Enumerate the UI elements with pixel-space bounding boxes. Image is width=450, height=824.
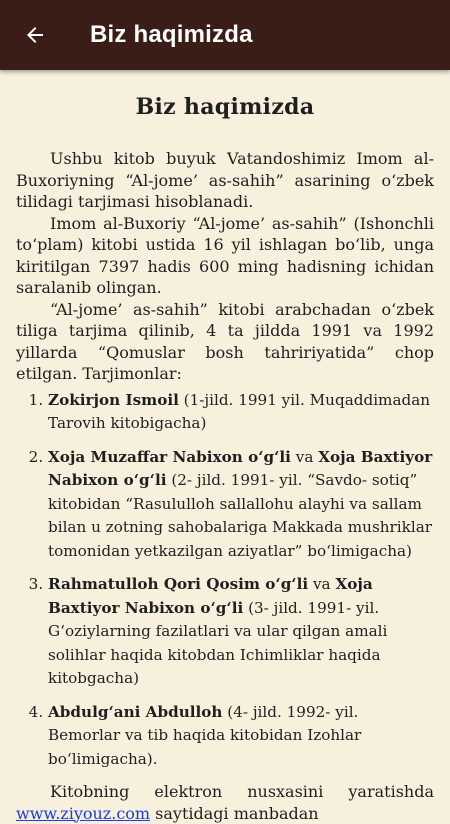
closing-text: Kitobning elektron nusxasini yaratishda bbox=[50, 782, 434, 801]
closing-text-2: saytidagi manbadan bbox=[150, 803, 319, 823]
app-bar bbox=[0, 0, 450, 70]
translator-name-2: Xoja Baxtiyor Nabixon o‘g‘li bbox=[48, 447, 433, 489]
translator-list bbox=[16, 389, 434, 772]
connector-text: va bbox=[290, 447, 319, 466]
translator-name-2: Xoja Baxtiyor Nabixon o‘g‘li bbox=[48, 575, 373, 617]
connector-text: va bbox=[308, 575, 336, 593]
list-item bbox=[48, 701, 434, 772]
paragraph-1: Ushbu kitob buyuk Vatandoshimiz Imom al-Buxoriyning “Al-jome’ as-sahih” asarining o‘zbek tilidagi tarjimasi hisoblanadi. bbox=[16, 149, 434, 211]
translator-name: Zokirjon Ismoil bbox=[48, 390, 179, 409]
ziyouz-link[interactable]: www.ziyouz.com bbox=[16, 803, 151, 823]
app-bar-title: Biz haqimizda bbox=[90, 21, 253, 48]
list-item bbox=[48, 389, 434, 436]
closing-paragraph bbox=[16, 781, 434, 824]
translator-desc: (4- jild. 1992- yil. Bemorlar va tib haqida kitobidan Izohlar bo‘limigacha). bbox=[48, 702, 362, 768]
translator-name: Xoja Muzaffar Nabixon o‘g‘li bbox=[48, 447, 291, 466]
translator-desc: (1-jild. 1991 yil. Muqaddimadan Tarovih kitobigacha) bbox=[48, 390, 431, 432]
translator-desc: (2- jild. 1991- yil. “Savdo- sotiq” kitobidan “Rasululloh sallallohu alayhi va sallam bilan u zotning sahobalariga Makkada mushriklar tomonidan yetkazilgan aziyatlar” bo‘limigacha) bbox=[48, 471, 433, 560]
translator-desc: (3- jild. 1991- yil. G‘oziylarning fazilatlari va ular qilgan amali solihlar haqida kitobdan Ichimliklar haqida kitobgacha) bbox=[48, 598, 388, 687]
translator-name: Abdulg‘ani Abdulloh bbox=[48, 702, 223, 721]
back-button[interactable] bbox=[0, 0, 70, 70]
translator-name: Rahmatulloh Qori Qosim o‘g‘li bbox=[48, 575, 309, 593]
list-item bbox=[48, 446, 434, 564]
paragraph-2: Imom al-Buxoriy “Al-jome’ as-sahih” (Ishonchli to‘plam) kitobi ustida 16 yil ishlagan bo‘lib, unga kiritilgan 7397 hadis 600 ming hadisning ichidan saralanib olingan. bbox=[16, 213, 434, 297]
arrow-back-icon bbox=[23, 23, 47, 47]
content-area[interactable] bbox=[0, 70, 450, 823]
list-item bbox=[48, 573, 434, 691]
page-title: Biz haqimizda bbox=[135, 94, 315, 120]
paragraph-3: “Al-jome’ as-sahih” kitobi arabchadan o‘zbek tiliga tarjima qilinib, 4 ta jildda 1991 va 1992 yillarda “Qomuslar bosh tahririyatida” chop etilgan. Tarjimonlar: bbox=[16, 299, 434, 383]
